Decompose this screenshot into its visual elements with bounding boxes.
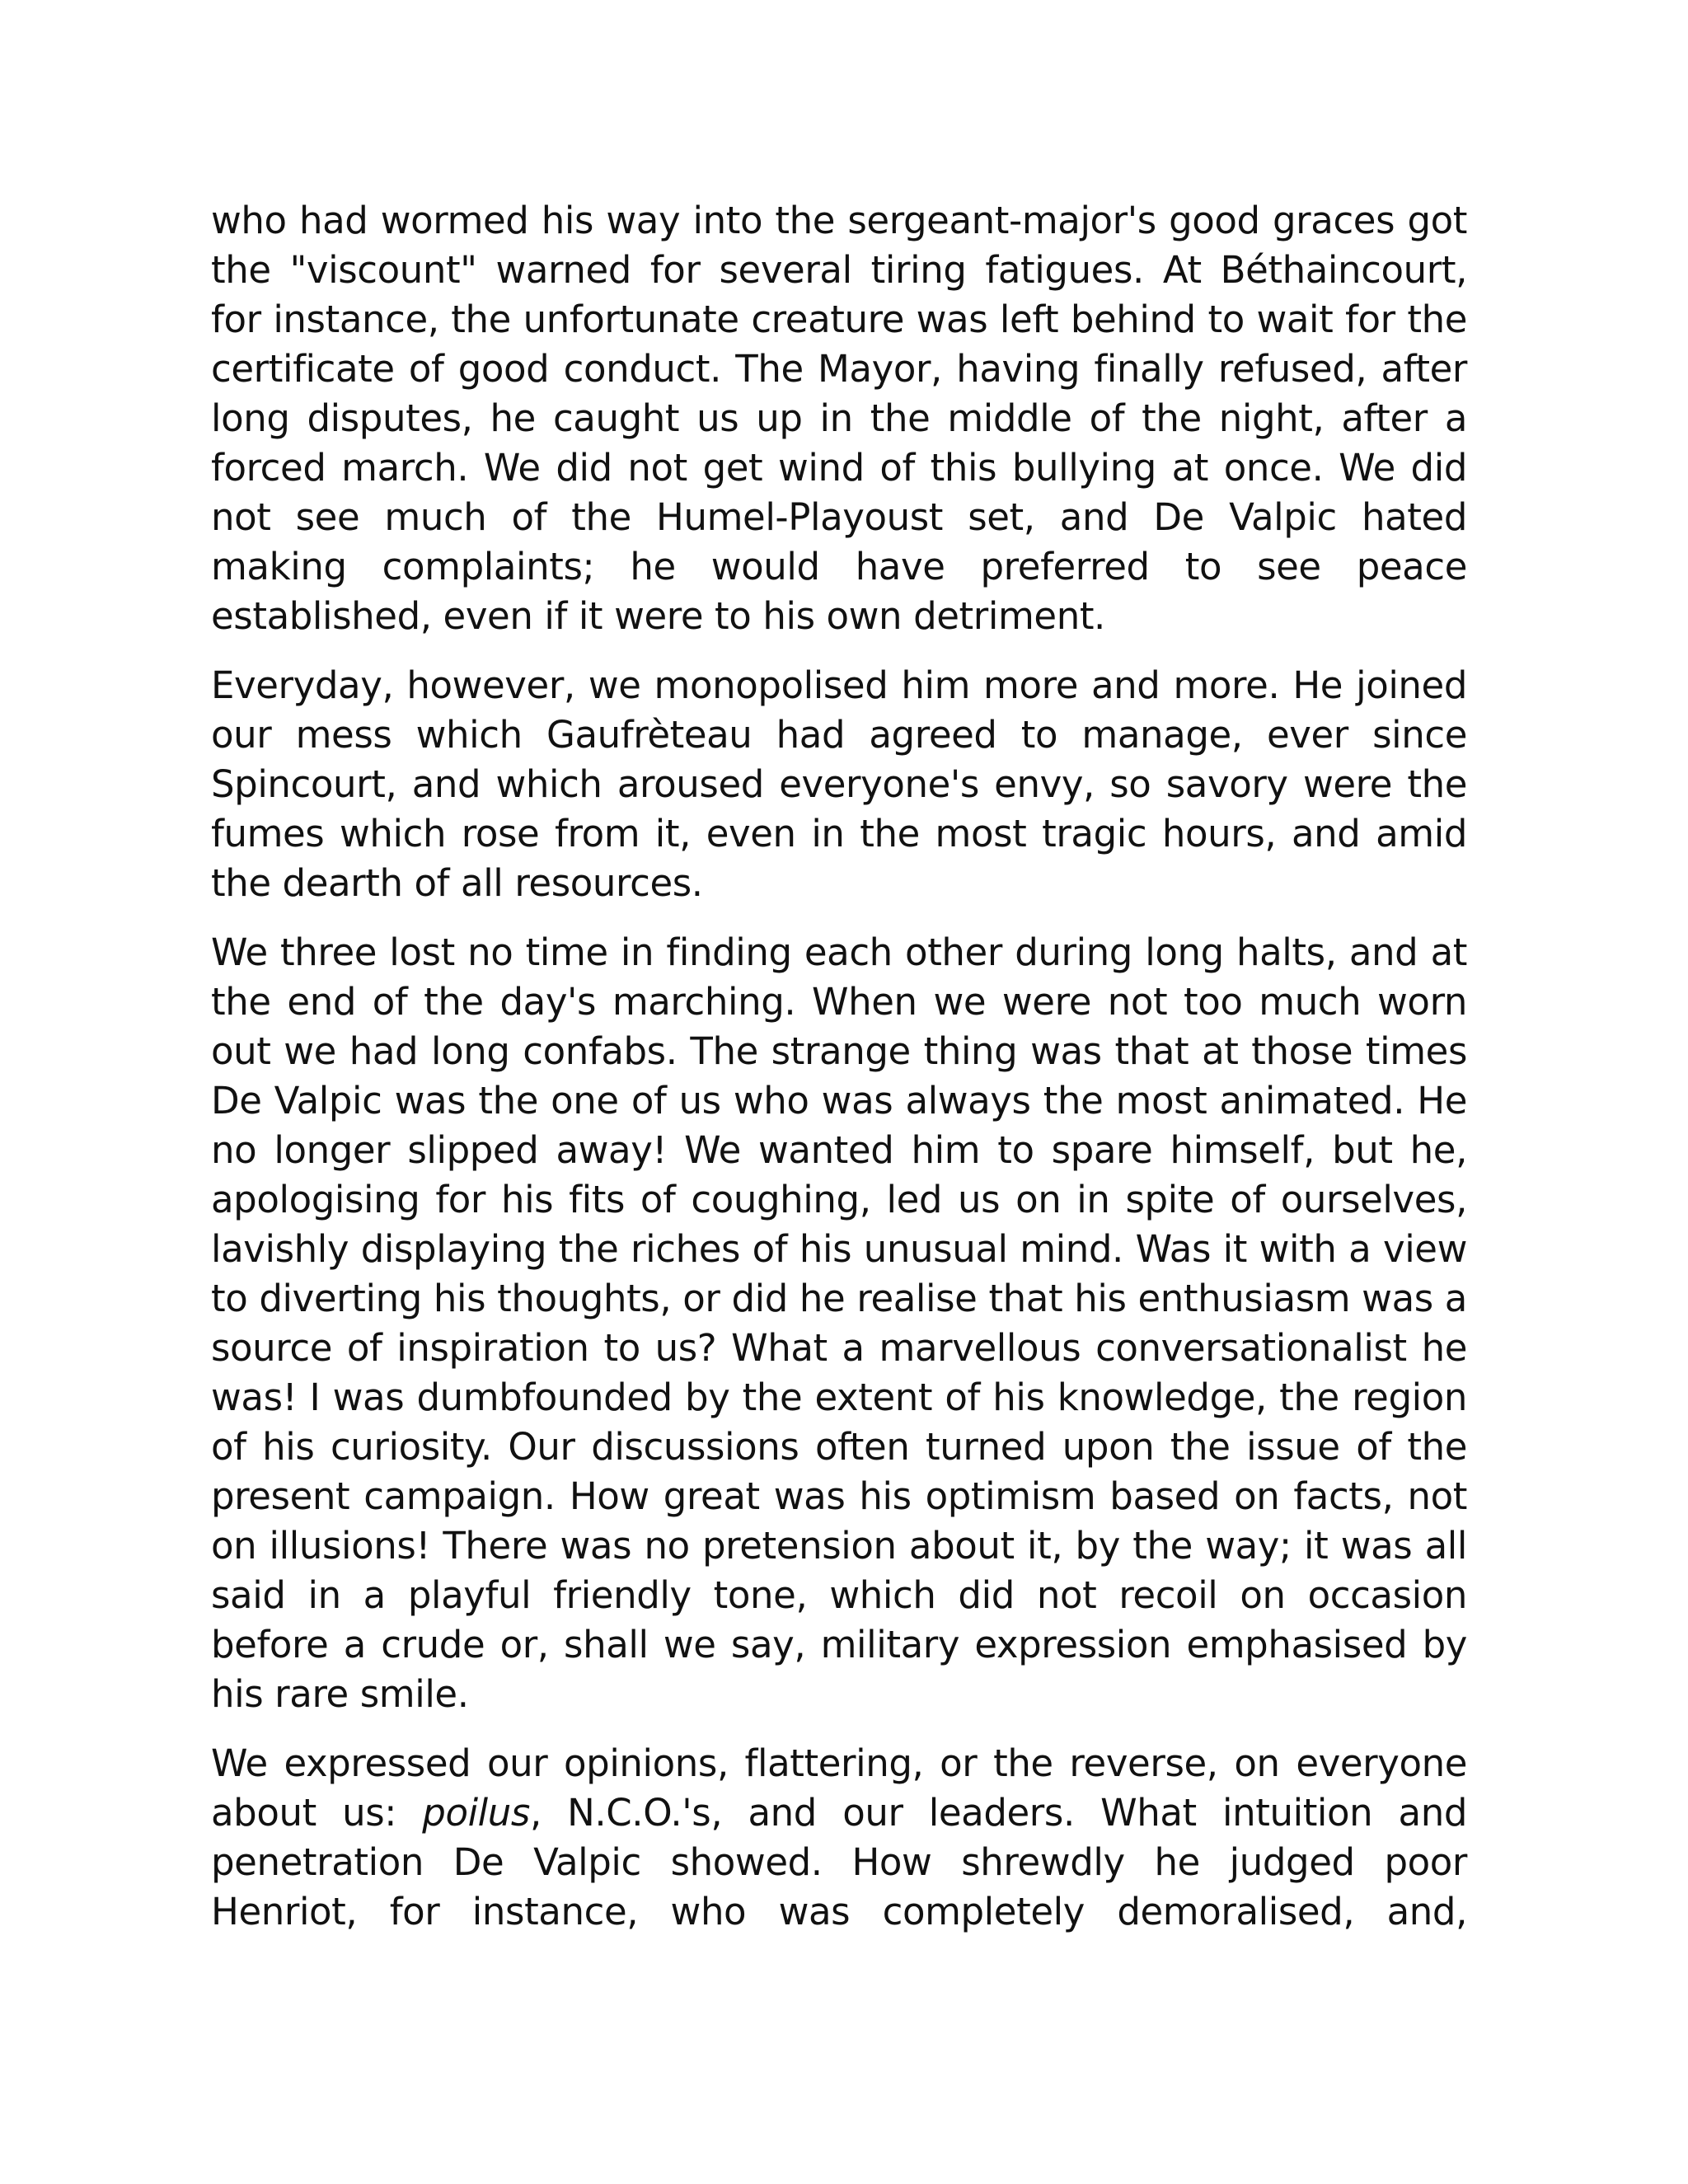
paragraph-2: Everyday, however, we monopolised him more and more. He joined our mess which Gaufrèteau had agreed to manage, ever since Spincourt, and which aroused everyone's envy, so savory were the fumes which rose from it, even in the most tragic hours, and amid the dearth of all resources.: [211, 663, 1467, 905]
paragraph-4-start: We expressed our opinions, flattering, or the reverse, on everyone about us:: [211, 1741, 1467, 1835]
paragraph-4-italic-word: poilus: [422, 1791, 530, 1835]
body-text: [211, 196, 1467, 1957]
paragraph-1: who had wormed his way into the sergeant-major's good graces got the "viscount" warned for several tiring fatigues. At Béthaincourt, for instance, the unfortunate creature was left behind to wait for the certificate of good conduct. The Mayor, having finally refused, after long disputes, he caught us up in the middle of the night, after a forced march. We did not get wind of this bullying at once. We did not see much of the Humel-Playoust set, and De Valpic hated making complaints; he would have preferred to see peace established, even if it were to his own detriment.: [211, 199, 1467, 638]
paragraph-4-end: , N.C.O.'s, and our leaders. What intuition and penetration De Valpic showed. How shrewdly he judged poor Henriot, for instance, who was completely demoralised, and,: [211, 1791, 1468, 1933]
paragraph-4: [211, 1739, 1467, 1937]
paragraph-3: We three lost no time in finding each other during long halts, and at the end of the day's marching. When we were not too much worn out we had long confabs. The strange thing was that at those times De Valpic was the one of us who was always the most animated. He no longer slipped away! We wanted him to spare himself, but he, apologising for his fits of coughing, led us on in spite of ourselves, lavishly displaying the riches of his unusual mind. Was it with a view to diverting his thoughts, or did he realise that his enthusiasm was a source of inspiration to us? What a marvellous conversationalist he was! I was dumbfounded by the extent of his knowledge, the region of his curiosity. Our discussions often turned upon the issue of the present campaign. How great was his optimism based on facts, not on illusions! There was no pretension about it, by the way; it was all said in a playful friendly tone, which did not recoil on occasion before a crude or, shall we say, military expression emphasised by his rare smile.: [211, 930, 1467, 1716]
